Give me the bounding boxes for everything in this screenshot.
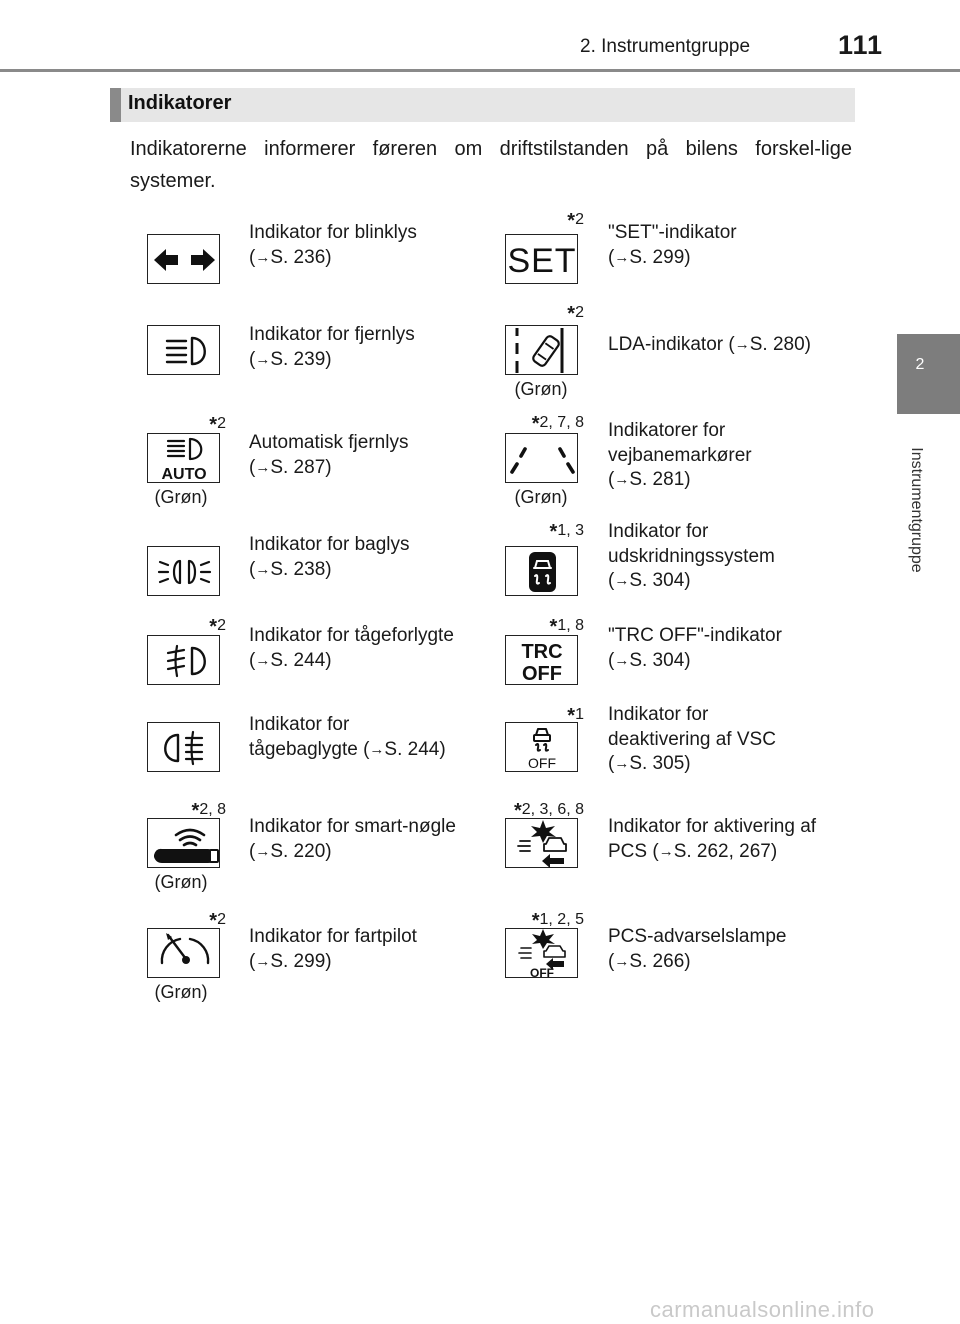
footnote-refs: 2, 7, 8 — [539, 414, 584, 431]
footnote-marker — [550, 613, 584, 636]
arrow-glyph: → — [369, 740, 385, 758]
arrow-glyph: → — [614, 651, 630, 669]
slip-indicator-icon — [505, 546, 578, 596]
footnote-refs: 1 — [575, 706, 584, 723]
svg-text:OFF: OFF — [522, 663, 562, 685]
asterisk: * — [209, 910, 218, 932]
arrow-glyph: → — [255, 842, 271, 860]
arrow-glyph: → — [614, 572, 630, 589]
svg-text:OFF: OFF — [528, 755, 556, 771]
indicator-description: Indikator for blinklys (→S. 236) — [249, 222, 417, 268]
asterisk: * — [567, 705, 576, 727]
chapter-side-tab — [897, 334, 960, 414]
footnote-marker — [514, 797, 584, 820]
page-number: 111 — [838, 30, 884, 60]
footnote-marker — [209, 613, 226, 636]
chapter-tab-label-wrap — [902, 425, 930, 595]
arrow-glyph: → — [614, 755, 630, 772]
vsc-off-icon — [505, 722, 578, 772]
indicator-description: Indikator for tågebaglygte (→S. 244) — [249, 714, 446, 760]
footnote-marker — [192, 797, 226, 820]
footnote-refs: 2 — [575, 304, 584, 321]
running-header-chapter: 2. Instrumentgruppe — [580, 36, 751, 57]
indicator-description: Indikatorer for vejbanemarkører (→S. 281) — [608, 420, 752, 490]
footnote-refs: 1, 2, 5 — [539, 911, 584, 928]
intro-paragraph: Indikatorerne informerer føreren om driftstilstanden på bilens forskel-lige systemer. — [130, 138, 852, 192]
section-title: Indikatorer — [128, 92, 232, 114]
tail-light-icon — [147, 546, 220, 596]
rear-fog-light-icon — [147, 722, 220, 772]
color-caption: (Grøn) — [154, 487, 208, 507]
pcs-activation-icon — [505, 818, 578, 868]
indicator-description: Indikator for fartpilot (→S. 299) — [249, 926, 417, 972]
footnote-refs: 2 — [217, 415, 226, 432]
footnote-refs: 2 — [575, 211, 584, 228]
asterisk: * — [209, 414, 218, 436]
indicator-description: Indikator for baglys (→S. 238) — [249, 534, 410, 580]
asterisk: * — [191, 800, 200, 822]
color-caption: (Grøn) — [154, 872, 208, 892]
footnote-marker — [550, 518, 584, 541]
smart-key-icon — [147, 818, 220, 868]
arrow-glyph: → — [658, 842, 674, 860]
indicator-description: Indikator for deaktivering af VSC (→S. 305) — [608, 704, 776, 774]
arrow-glyph: → — [255, 248, 271, 266]
asterisk: * — [209, 616, 218, 638]
arrow-glyph: → — [734, 336, 750, 353]
indicator-description: PCS-advarselslampe (→S. 266) — [608, 926, 787, 972]
watermark: carmanualsonline.info — [650, 1297, 875, 1322]
indicator-description: "TRC OFF"-indikator (→S. 304) — [608, 625, 782, 671]
color-caption: (Grøn) — [514, 379, 568, 399]
chapter-tab-label: Instrumentgruppe — [908, 447, 925, 573]
footnote-marker — [209, 411, 226, 434]
indicator-description: Indikator for smart-nøgle (→S. 220) — [249, 816, 456, 862]
indicator-description: Indikator for aktivering af PCS (→S. 262, 267) — [608, 816, 817, 862]
arrow-glyph: → — [255, 952, 271, 970]
color-caption: (Grøn) — [154, 982, 208, 1002]
high-beam-icon — [147, 325, 220, 375]
svg-text:OFF: OFF — [530, 966, 554, 979]
cruise-control-icon — [147, 928, 220, 978]
footnote-marker — [567, 207, 584, 230]
footnote-marker — [209, 907, 226, 930]
indicator-description: LDA-indikator (→S. 280) — [608, 334, 811, 355]
asterisk: * — [549, 616, 558, 638]
asterisk: * — [531, 413, 540, 435]
asterisk: * — [513, 800, 522, 822]
auto-high-beam-icon — [147, 433, 220, 483]
header-rule — [0, 69, 960, 72]
footnote-refs: 2 — [217, 617, 226, 634]
arrow-glyph: → — [614, 952, 630, 970]
footnote-refs: 2, 8 — [199, 801, 226, 818]
footnote-refs: 1, 8 — [557, 617, 584, 634]
footnote-marker — [532, 907, 584, 930]
arrow-glyph: → — [255, 350, 271, 368]
arrow-glyph: → — [614, 248, 630, 266]
trc-off-icon — [505, 635, 578, 685]
indicator-description: Indikator for fjernlys (→S. 239) — [249, 324, 415, 370]
color-caption: (Grøn) — [514, 487, 568, 507]
asterisk: * — [549, 521, 558, 543]
indicator-description: "SET"-indikator (→S. 299) — [608, 222, 737, 268]
footnote-refs: 2, 3, 6, 8 — [521, 801, 584, 818]
indicator-description: Automatisk fjernlys (→S. 287) — [249, 432, 409, 478]
indicator-description: Indikator for tågeforlygte (→S. 244) — [249, 625, 454, 671]
lda-icon — [505, 325, 578, 375]
asterisk: * — [531, 910, 540, 932]
footnote-marker — [532, 410, 584, 433]
chapter-tab-number: 2 — [915, 356, 925, 373]
footnote-marker — [567, 702, 584, 725]
turn-signal-icon — [147, 234, 220, 284]
pcs-warning-icon — [505, 928, 578, 978]
arrow-glyph: → — [255, 458, 271, 476]
asterisk: * — [567, 303, 576, 325]
svg-text:AUTO: AUTO — [161, 466, 207, 483]
asterisk: * — [567, 210, 576, 232]
arrow-glyph: → — [255, 651, 271, 669]
footnote-refs: 1, 3 — [557, 522, 584, 539]
arrow-glyph: → — [255, 560, 271, 578]
set-indicator-icon — [505, 234, 578, 284]
svg-text:TRC: TRC — [521, 641, 563, 663]
indicator-description: Indikator for udskridningssystem (→S. 304) — [608, 521, 775, 591]
footnote-marker — [567, 300, 584, 323]
svg-text:SET: SET — [507, 242, 577, 280]
footnote-refs: 2 — [217, 911, 226, 928]
lane-markers-icon — [505, 433, 578, 483]
front-fog-light-icon — [147, 635, 220, 685]
arrow-glyph: → — [614, 471, 630, 488]
